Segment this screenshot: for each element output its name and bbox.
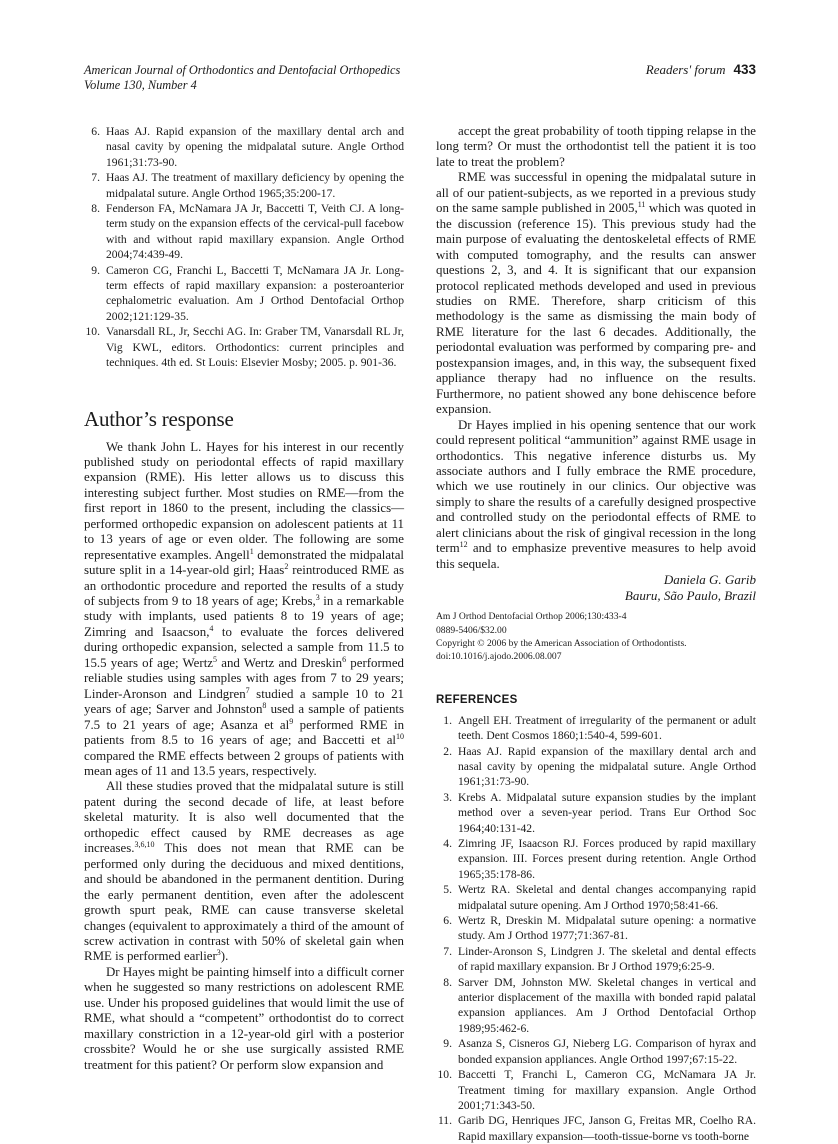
reference-item [84,324,404,370]
reference-text: Linder-Aronson S, Lindgren J. The skeletal and dental effects of rapid maxillary expansion. Br J Orthod 1979;6:25-9. [458,944,756,974]
citation-superscript: 7 [245,685,250,695]
paragraph-text: and to emphasize preventive measures to help avoid this sequela. [436,541,756,571]
paragraph-text: in a remarkable study with implants, used patients 8 to 19 years of age; Zimring and Isaacson, [84,594,404,639]
reference-item [436,713,756,744]
response-body-right [436,124,756,572]
citation-superscript: 3 [315,593,320,603]
reference-item [84,170,404,201]
reference-number: 3. [443,790,452,804]
reference-text: Haas AJ. Rapid expansion of the maxillary dental arch and nasal cavity by opening the midpalatal suture. Angle Orthod 1961;31:73-90. [458,744,756,789]
reference-number: 4. [443,837,452,851]
paragraph-text: performed reliable studies using samples with ages from 7 to 29 years; Linder-Aronson and Lindgren [84,655,404,701]
author-name: Daniela G. Garib [663,572,756,588]
paragraph-text: demonstrated the midpalatal suture split in a 14-year-old girl; Haas [84,547,404,578]
citation-superscript: 9 [289,716,294,726]
paragraph [436,170,756,417]
citation-superscript: 4 [209,623,214,633]
doi-link[interactable]: doi:10.1016/j.ajodo.2006.08.007 [436,651,562,663]
paragraph-text: compared the RME effects between 2 groups of patients with mean ages of 11 and 13.5 years, respectively. [84,748,404,779]
reference-text: Garib DG, Henriques JFC, Janson G, Freitas MR, Coelho RA. Rapid maxillary expansion—tooth-tissue-borne vs tooth-borne [458,1114,756,1143]
citation-superscript: 8 [262,701,267,711]
reference-text: Angell EH. Treatment of irregularity of the permanent or adult teeth. Dent Cosmos 1860;1:540-4, 599-601. [458,713,756,743]
running-header-right [646,62,756,78]
citation-superscript: 1 [249,546,254,556]
reference-item [436,1036,756,1067]
paragraph-text: reintroduced RME as an orthodontic procedure and reported the results of a study of subjects from 9 to 18 years of age; Krebs, [84,563,404,609]
citation-line: Copyright © 2006 by the American Association of Orthodontists. [436,637,687,649]
reference-number: 7. [91,171,100,185]
reference-item [436,975,756,1037]
reference-list-continued [84,124,404,371]
reference-text: Wertz R, Dreskin M. Midpalatal suture opening: a normative study. Am J Orthod 1977;71:367-81. [458,914,756,943]
signature [436,572,756,604]
left-column [84,124,404,1073]
paragraph [84,440,404,780]
journal-title: American Journal of Orthodontics and Dentofacial Orthopedics [84,63,401,77]
reference-text: Fenderson FA, McNamara JA Jr, Baccetti T, Veith CJ. A long-term study on the expansion effects of the cervical-pull facebow with and without rapid maxillary expansion. Angle Orthod 2004;74:439-49. [106,202,404,262]
reference-item [436,1113,756,1144]
reference-item [436,882,756,913]
paragraph-text: All these studies proved that the midpalatal suture is still patent during the second decade of life, at least before skeletal maturity. It is also well documented that the orthopedic effect caused by RME decreases as age increases. [84,779,404,856]
paragraph-text: We thank John L. Hayes for his interest in our recently published study on periodontal effects of rapid maxillary expansion (RME). His letter allows us to discuss this interesting subject further. Most studies on RME—from the first report in 1860 to the present, including the classics—performed orthopedic expansion on adolescent patients at 11 to 13 years of age or even older. The following are some representative examples. Angell [84,439,404,562]
citation-superscript: 10 [396,732,404,742]
response-body-left [84,440,404,1074]
citation-superscript: 3,6,10 [134,840,155,850]
paragraph-text: which was quoted in the discussion (reference 15). This previous study had the main purpose of evaluating the dentoskeletal effects of RME with computed tomography, and the results can answer questions 2, 3, and 4. It is significant that our expansion protocol replicated methods developed and used in previous studies on RME. Therefore, sharp criticism of this methodology is the same as dismissing the main body of RME literature for the last 6 decades. Additionally, the periodontal evaluation was performed by comparing pre- and postexpansion images, and, in this way, the subsequent fixed appliance therapy had no influence on the results. Furthermore, no patient showed any bone dehiscence before expansion. [436,201,756,417]
reference-number: 9. [91,263,100,277]
citation-superscript: 5 [213,654,218,664]
reference-text: Zimring JF, Isaacson RJ. Forces produced by rapid maxillary expansion. III. Forces present during retention. Angle Orthod 1965;35:178-86. [458,837,756,881]
reference-item [436,1067,756,1113]
reference-number: 9. [443,1037,452,1051]
paragraph-text: Dr Hayes implied in his opening sentence that our work could represent political “ammunition” against RME usage in orthodontics. This negative inference disturbs us. My associate authors and I fully embrace the RME procedure, which we use routinely in our clinics. Our objective was simply to share the results of a carefully designed prospective and controlled study on the periodontal effects of RME to alert clinicians about the risk of gingival recession in the long term [436,417,756,556]
reference-number: 6. [443,914,452,928]
reference-text: Baccetti T, Franchi L, Cameron CG, McNamara JA Jr. Treatment timing for maxillary expansion. Angle Orthod 2001;71:343-50. [458,1068,756,1112]
reference-text: Cameron CG, Franchi L, Baccetti T, McNamara JA Jr. Long-term effects of rapid maxillary expansion: a posteroanterior cephalometric evaluation. Am J Orthod Dentofacial Orthop 2002;121:129-35. [106,263,404,323]
reference-number: 6. [91,125,100,138]
paragraph-text: This does not mean that RME can be performed only during the deciduous and mixed dentitions, and should be abandoned in the permanent dentition. During the early permanent dentition, even after the adolescent growth spurt peak, RME can cause transverse skeletal changes (equivalent to approximately a third of the amount of screw activation in contrast with 50% of skeletal gain when RME is performed earlier [84,841,404,964]
citation-line: 0889-5406/$32.00 [436,624,507,636]
journal-volume: Volume 130, Number 4 [84,78,197,92]
paragraph [84,779,404,964]
right-column [436,124,756,1144]
reference-number: 10. [85,325,100,339]
reference-number: 10. [437,1068,452,1082]
reference-text: Sarver DM, Johnston MW. Skeletal changes in vertical and anterior displacement of the maxilla with bonded rapid palatal expansion appliances. Am J Orthod Dentofacial Orthop 1989;95:462-6. [458,975,756,1035]
paragraph [436,124,756,170]
paragraph [84,965,404,1073]
reference-item [436,790,756,836]
paragraph-text: ). [220,949,229,964]
reference-item [84,263,404,325]
paragraph-text: to evaluate the forces delivered during orthopedic expansion, selected a sample from 11.5 to 15.5 years of age; Wertz [84,624,404,670]
citation-superscript: 6 [342,654,347,664]
reference-text: Asanza S, Cisneros GJ, Nieberg LG. Comparison of hyrax and bonded expansion appliances. Angle Orthod 1997;67:15-22. [458,1037,756,1066]
reference-number: 5. [443,883,452,897]
paragraph [436,418,756,573]
paragraph-text: performed RME in patients from 8.5 to 16 years of age; and Baccetti et al [84,717,405,748]
reference-item [436,744,756,790]
citation-superscript: 11 [637,200,646,210]
references-heading: REFERENCES [436,693,518,706]
reference-text: Vanarsdall RL, Jr, Secchi AG. In: Graber TM, Vanarsdall RL Jr, Vig KWL, editors. Orthodontics: current principles and techniques. 4th ed. St Louis: Elsevier Mosby; 2005. p. 901-36. [106,325,404,370]
reference-text: Haas AJ. Rapid expansion of the maxillary dental arch and nasal cavity by opening the midpalatal suture. Angle Orthod 1961;31:73-90. [106,125,404,169]
author-location: Bauru, São Paulo, Brazil [624,588,756,604]
reference-item [436,836,756,882]
reference-number: 2. [443,744,452,758]
section-name: Readers' forum [645,62,726,77]
reference-text: Wertz RA. Skeletal and dental changes accompanying rapid midpalatal suture opening. Am J Orthod 1970;58:41-66. [458,883,756,912]
paragraph-text: used a sample of patients 7.5 to 21 years of age; Asanza et al [84,702,404,732]
citation-block [436,610,756,664]
reference-item [84,124,404,170]
reference-item [84,201,404,263]
citation-superscript: 12 [459,540,468,550]
reference-number: 7. [443,944,452,958]
reference-item [436,913,756,944]
paragraph-text: accept the great probability of tooth tipping relapse in the long term? Or must the orthodontist tell the patient it is too late to treat the problem? [436,124,756,169]
reference-number: 8. [443,975,452,989]
citation-superscript: 3 [216,948,221,958]
reference-text: Haas AJ. The treatment of maxillary deficiency by opening the midpalatal suture. Angle Orthod 1965;35:200-17. [106,171,404,200]
running-header-left [84,63,400,93]
page-number: 433 [733,62,756,77]
paragraph-text: and Wertz and Dreskin [217,655,343,670]
reference-text: Krebs A. Midpalatal suture expansion studies by the implant method over a seven-year period. Trans Eur Orthod Soc 1964;40:131-42. [458,790,756,835]
paragraph-text: studied a sample 10 to 21 years of age; Sarver and Johnston [84,686,404,717]
reference-number: 8. [91,202,100,216]
reference-number: 1. [443,713,452,727]
reference-list [436,713,756,1144]
section-heading: Author’s response [84,406,234,431]
citation-superscript: 2 [284,562,289,572]
paragraph-text: Dr Hayes might be painting himself into a difficult corner when he suggested so many restrictions on adolescent RME use. Under his proposed guidelines that would limit the use of RME, what should a “competent” orthodontist do to correct maxillary constriction in a 12-year-old girl with a posterior crossbite? Would he or she use surgically assisted RME treatment for this patient? Or perform slow expansion and [84,964,404,1072]
reference-number: 11. [437,1114,452,1128]
paragraph-text: RME was successful in opening the midpalatal suture in all of our patient-subjects, as we reported in a previous study on the same sample published in 2005, [436,170,756,216]
reference-item [436,944,756,975]
citation-line: Am J Orthod Dentofacial Orthop 2006;130:433-4 [436,611,627,623]
